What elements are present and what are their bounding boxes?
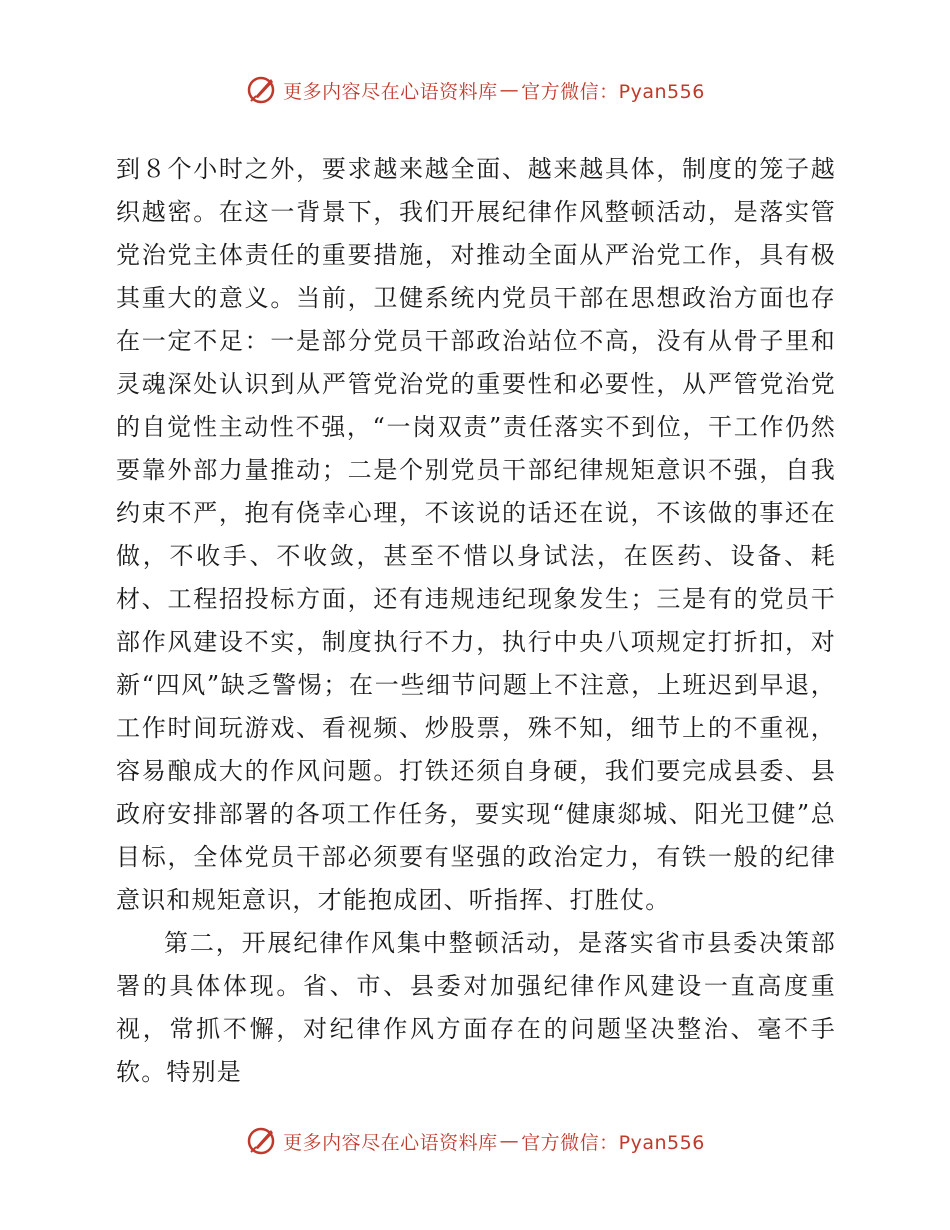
watermark-contact: 官方微信：Pyan556 [521,1131,705,1154]
quill-logo-icon [245,73,279,107]
watermark-separator: — [499,1130,520,1152]
watermark-text: 更多内容尽在心语资料库 [283,80,498,103]
header-watermark [0,70,950,110]
quill-logo-icon [245,1124,279,1158]
watermark-separator: — [499,79,520,101]
paragraph-2: 第二，开展纪律作风集中整顿活动，是落实省市县委决策部署的具体体现。省、市、县委对加强纪律作风建设一直高度重视，常抓不懈，对纪律作风方面存在的问题坚决整治、毫不手软。特别是 [116,929,836,1086]
watermark-text: 更多内容尽在心语资料库 [283,1131,498,1154]
document-body [116,148,836,1094]
footer-watermark [0,1121,950,1161]
paragraph-1: 到８个小时之外，要求越来越全面、越来越具体，制度的笼子越织越密。在这一背景下，我们开展纪律作风整顿活动，是落实管党治党主体责任的重要措施，对推动全面从严治党工作，具有极其重大的意义。当前，卫健系统内党员干部在思想政治方面也存在一定不足：一是部分党员干部政治站位不高，没有从骨子里和灵魂深处认识到从严管党治党的重要性和必要性，从严管党治党的自觉性主动性不强，“一岗双责”责任落实不到位，干工作仍然要靠外部力量推动；二是个别党员干部纪律规矩意识不强，自我约束不严，抱有侥幸心理，不该说的话还在说，不该做的事还在做，不收手、不收敛，甚至不惜以身试法，在医药、设备、耗材、工程招投标方面，还有违规违纪现象发生；三是有的党员干部作风建设不实，制度执行不力，执行中央八项规定打折扣，对新“四风”缺乏警惕；在一些细节问题上不注意，上班迟到早退，工作时间玩游戏、看视频、炒股票，殊不知，细节上的不重视，容易酿成大的作风问题。打铁还须自身硬，我们要完成县委、县政府安排部署的各项工作任务，要实现“健康郯城、阳光卫健”总目标，全体党员干部必须要有坚强的政治定力，有铁一般的纪律意识和规矩意识，才能抱成团、听指挥、打胜仗。 [116,155,836,914]
watermark-contact: 官方微信：Pyan556 [521,80,705,103]
